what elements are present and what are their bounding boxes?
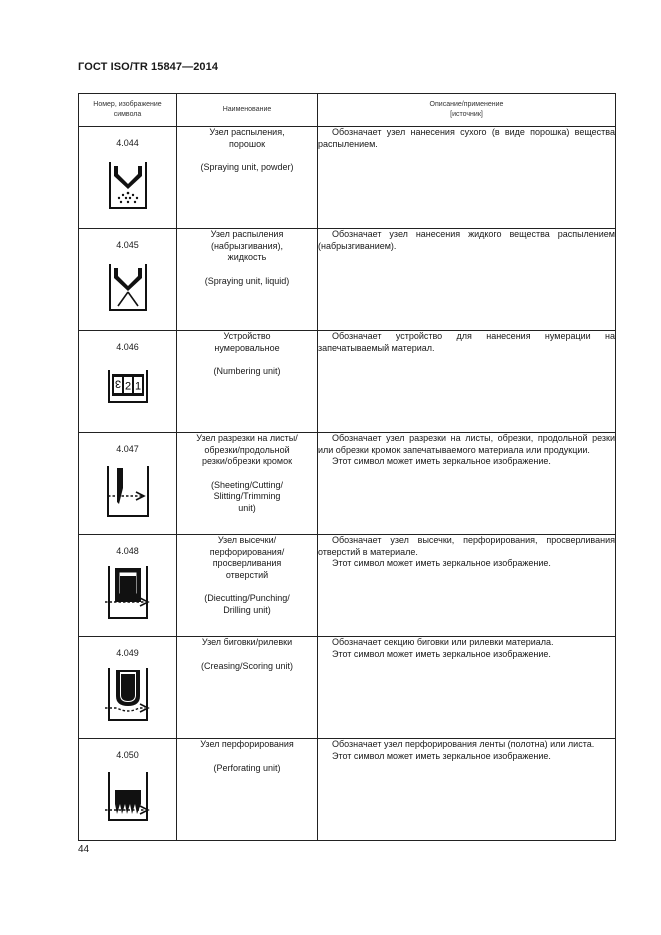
name-ru: Устройство нумеровальное xyxy=(214,331,280,353)
name-en: (Spraying unit, powder) xyxy=(200,162,294,172)
symbol-number: 4.050 xyxy=(116,750,139,760)
perforating-icon xyxy=(103,770,153,824)
name-en: (Spraying unit, liquid) xyxy=(204,275,290,286)
spraying-powder-icon xyxy=(106,160,150,214)
table-row xyxy=(79,637,616,739)
symbol-cell xyxy=(79,127,177,229)
digit-1: 1 xyxy=(134,380,141,393)
symbol-name xyxy=(177,229,318,331)
symbol-description: Обозначает узел нанесения сухого (в виде порошка) вещества распылением. xyxy=(318,127,616,229)
symbol-description: Обозначает секцию биговки или рилевки материала. Этот символ может иметь зеркальное изображение. xyxy=(318,637,616,739)
name-en: (Sheeting/Cutting/ Slitting/Trimming unit) xyxy=(210,479,284,513)
table-row xyxy=(79,127,616,229)
name-ru: Узел перфорирования xyxy=(200,739,294,749)
page-number: 44 xyxy=(78,844,90,855)
creasing-scoring-icon xyxy=(103,666,153,724)
symbol-name xyxy=(177,127,318,229)
symbol-cell xyxy=(79,433,177,535)
symbol-cell xyxy=(79,637,177,739)
numbering-icon xyxy=(106,368,150,404)
name-ru: Узел биговки/рилевки xyxy=(201,637,293,647)
name-en: (Perforating unit) xyxy=(213,762,281,773)
name-ru: Узел распыления (набрызгивания), жидкость xyxy=(210,229,284,262)
name-ru: Узел разрезки на листы/ обрезки/продольной резки/обрезки кромок xyxy=(196,433,298,466)
name-ru: Узел высечки/ перфорирования/ просверливания отверстий xyxy=(209,535,285,580)
name-en: (Diecutting/Punching/ Drilling unit) xyxy=(204,593,290,615)
symbol-description: Обозначает узел разрезки на листы, обрезки, продольной резки или обрезки кромок запечатываемого материала или продукции. Этот символ может иметь зеркальное изображение. xyxy=(318,433,616,535)
symbol-name xyxy=(177,637,318,739)
symbol-description: Обозначает узел перфорирования ленты (полотна) или листа. Этот символ может иметь зеркальное изображение. xyxy=(318,739,616,841)
name-en: (Creasing/Scoring unit) xyxy=(200,660,294,671)
diecutting-punch-icon xyxy=(103,564,153,622)
symbol-description: Обозначает узел нанесения жидкого вещества распылением (набрызгиванием). xyxy=(318,229,616,331)
header-name: Наименование xyxy=(177,94,318,127)
header-symbol-number: Номер, изображение символа xyxy=(79,94,177,127)
document-header: ГОСТ ISO/TR 15847—2014 xyxy=(78,61,219,73)
symbol-number: 4.045 xyxy=(116,240,139,250)
table-row xyxy=(79,535,616,637)
symbol-number: 4.048 xyxy=(116,546,139,556)
header-description: Описание/применение [источник] xyxy=(318,94,616,127)
symbol-name xyxy=(177,739,318,841)
symbol-name xyxy=(177,535,318,637)
symbol-cell xyxy=(79,229,177,331)
symbol-cell xyxy=(79,739,177,841)
digit-2: 2 xyxy=(124,380,131,393)
symbols-table xyxy=(78,93,616,841)
symbol-name xyxy=(177,331,318,433)
digit-3: 3 xyxy=(114,377,121,390)
symbol-description: Обозначает устройство для нанесения нумерации на запечатываемый материал. xyxy=(318,331,616,433)
symbol-cell xyxy=(79,535,177,637)
symbol-number: 4.044 xyxy=(116,138,139,148)
table-row xyxy=(79,739,616,841)
table-header-row xyxy=(79,94,616,127)
name-en: (Numbering unit) xyxy=(213,366,281,376)
symbol-number: 4.049 xyxy=(116,648,139,658)
table-row xyxy=(79,433,616,535)
symbol-number: 4.046 xyxy=(116,342,139,352)
symbol-name xyxy=(177,433,318,535)
cutting-knife-icon xyxy=(104,464,152,520)
symbol-number: 4.047 xyxy=(116,444,139,454)
spraying-liquid-icon xyxy=(106,262,150,316)
symbol-cell xyxy=(79,331,177,433)
table-row xyxy=(79,229,616,331)
symbol-description: Обозначает узел высечки, перфорирования, просверливания отверстий в материале. Этот символ может иметь зеркальное изображение. xyxy=(318,535,616,637)
name-ru: Узел распыления, порошок xyxy=(209,127,285,149)
table-row xyxy=(79,331,616,433)
